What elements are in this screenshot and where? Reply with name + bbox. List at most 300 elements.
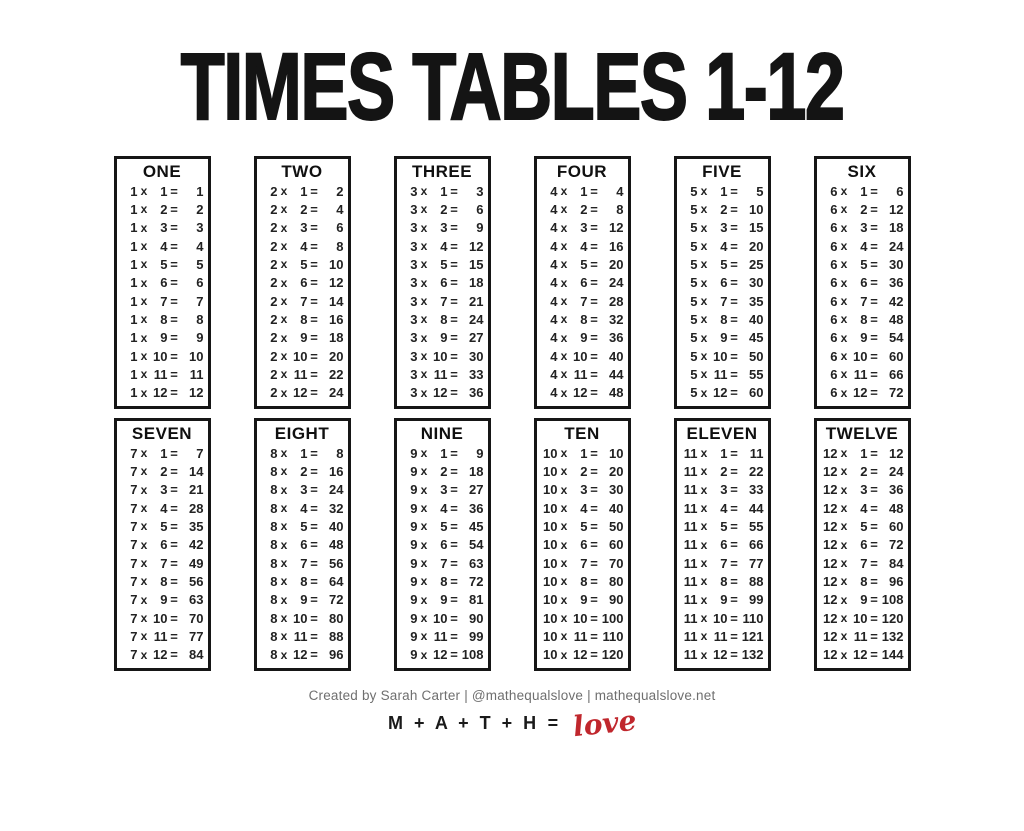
multiplier: 5 — [160, 256, 168, 272]
equals-sign: = — [870, 482, 878, 498]
table-row — [260, 237, 345, 255]
product: 36 — [609, 330, 624, 346]
multiplicand: 3 — [410, 220, 418, 236]
product: 72 — [889, 537, 904, 553]
equals-sign: = — [310, 628, 318, 644]
multiplicand: 4 — [550, 293, 558, 309]
table-row — [400, 444, 485, 462]
equals-sign: = — [730, 555, 738, 571]
product: 96 — [329, 647, 344, 663]
table-row — [260, 310, 345, 328]
times-sign: x — [420, 257, 428, 272]
table-row — [400, 517, 485, 535]
times-sign: x — [840, 519, 848, 534]
multiplier: 6 — [300, 537, 308, 553]
multiplicand: 3 — [410, 366, 418, 382]
multiplicand: 4 — [550, 183, 558, 199]
product: 25 — [749, 256, 764, 272]
multiplicand: 2 — [270, 201, 278, 217]
multiplicand: 5 — [690, 366, 698, 382]
multiplicand: 8 — [270, 647, 278, 663]
table-row — [400, 627, 485, 645]
product: 30 — [749, 275, 764, 291]
table-row — [680, 292, 765, 310]
equals-sign: = — [590, 330, 598, 346]
table-row — [680, 499, 765, 517]
product: 12 — [889, 445, 904, 461]
multiplier: 11 — [713, 366, 728, 382]
equals-sign: = — [730, 220, 738, 236]
product: 27 — [469, 330, 484, 346]
table-row — [260, 292, 345, 310]
times-sign: x — [280, 574, 288, 589]
times-sign: x — [140, 349, 148, 364]
table-row — [120, 591, 205, 609]
table-row — [540, 554, 625, 572]
times-sign: x — [280, 275, 288, 290]
equals-sign: = — [730, 628, 738, 644]
equals-sign: = — [590, 573, 598, 589]
product: 40 — [609, 500, 624, 516]
times-sign: x — [420, 294, 428, 309]
equals-sign: = — [590, 500, 598, 516]
times-sign: x — [420, 574, 428, 589]
times-sign: x — [560, 330, 568, 345]
multiplier: 9 — [300, 330, 308, 346]
equals-sign: = — [590, 537, 598, 553]
equals-sign: = — [870, 592, 878, 608]
multiplicand: 11 — [683, 628, 698, 644]
tables-grid — [114, 156, 911, 671]
times-sign: x — [280, 385, 288, 400]
product: 20 — [749, 238, 764, 254]
product: 36 — [469, 385, 484, 401]
multiplicand: 7 — [130, 555, 138, 571]
table-row — [540, 237, 625, 255]
multiplicand: 1 — [130, 385, 138, 401]
multiplier: 10 — [573, 348, 588, 364]
multiplier: 12 — [573, 385, 588, 401]
equals-sign: = — [870, 348, 878, 364]
product: 42 — [889, 293, 904, 309]
multiplier: 7 — [440, 293, 448, 309]
multiplier: 2 — [720, 201, 728, 217]
table-row — [540, 310, 625, 328]
multiplicand: 4 — [550, 348, 558, 364]
table-card-three — [394, 156, 491, 409]
table-title: ONE — [142, 162, 182, 181]
times-sign: x — [140, 385, 148, 400]
times-sign: x — [420, 330, 428, 345]
product: 2 — [336, 183, 344, 199]
equals-sign: = — [450, 445, 458, 461]
equals-sign: = — [310, 275, 318, 291]
times-sign: x — [140, 330, 148, 345]
table-row — [120, 329, 205, 347]
times-sign: x — [280, 592, 288, 607]
equals-sign: = — [730, 445, 738, 461]
multiplier: 8 — [580, 311, 588, 327]
table-row — [120, 609, 205, 627]
table-row — [400, 554, 485, 572]
table-row — [680, 237, 765, 255]
times-sign: x — [420, 239, 428, 254]
times-sign: x — [700, 629, 708, 644]
multiplier: 5 — [300, 256, 308, 272]
multiplicand: 7 — [130, 628, 138, 644]
multiplier: 4 — [440, 238, 448, 254]
table-row — [260, 274, 345, 292]
multiplicand: 5 — [690, 238, 698, 254]
product: 80 — [329, 610, 344, 626]
multiplicand: 8 — [270, 482, 278, 498]
product: 35 — [189, 518, 204, 534]
times-sign: x — [700, 537, 708, 552]
table-row — [680, 462, 765, 480]
times-sign: x — [420, 367, 428, 382]
product: 100 — [601, 610, 624, 626]
logo-math-text: M + A + T + H — [387, 713, 540, 733]
table-row — [400, 274, 485, 292]
equals-sign: = — [170, 592, 178, 608]
times-sign: x — [840, 202, 848, 217]
multiplier: 10 — [153, 610, 168, 626]
multiplier: 7 — [160, 555, 168, 571]
multiplier: 10 — [573, 610, 588, 626]
equals-sign: = — [870, 463, 878, 479]
table-row — [120, 237, 205, 255]
product: 11 — [189, 366, 204, 382]
multiplier: 1 — [860, 445, 868, 461]
times-sign: x — [140, 537, 148, 552]
table-row — [260, 572, 345, 590]
product: 72 — [889, 385, 904, 401]
product: 1 — [196, 183, 204, 199]
table-row — [400, 329, 485, 347]
times-sign: x — [560, 294, 568, 309]
product: 64 — [329, 573, 344, 589]
equals-sign: = — [450, 647, 458, 663]
equals-sign: = — [310, 330, 318, 346]
product: 15 — [469, 256, 484, 272]
multiplier: 4 — [860, 238, 868, 254]
product: 48 — [889, 500, 904, 516]
multiplicand: 11 — [683, 463, 698, 479]
title-area — [0, 34, 1024, 140]
multiplicand: 10 — [543, 555, 558, 571]
multiplier: 10 — [433, 610, 448, 626]
multiplier: 8 — [720, 573, 728, 589]
times-sign: x — [700, 202, 708, 217]
multiplier: 11 — [573, 366, 588, 382]
times-sign: x — [280, 537, 288, 552]
multiplier: 12 — [713, 647, 728, 663]
multiplicand: 5 — [690, 275, 698, 291]
product: 54 — [889, 330, 904, 346]
multiplier: 8 — [300, 573, 308, 589]
table-card-two — [254, 156, 351, 409]
multiplier: 3 — [860, 220, 868, 236]
multiplicand: 8 — [270, 500, 278, 516]
multiplier: 11 — [153, 628, 168, 644]
equals-sign: = — [450, 592, 458, 608]
multiplier: 2 — [160, 201, 168, 217]
product: 144 — [881, 647, 904, 663]
product: 99 — [469, 628, 484, 644]
multiplicand: 9 — [410, 647, 418, 663]
multiplier: 3 — [720, 482, 728, 498]
product: 110 — [602, 628, 624, 644]
multiplier: 12 — [293, 647, 308, 663]
multiplicand: 4 — [550, 256, 558, 272]
multiplicand: 1 — [130, 330, 138, 346]
multiplier: 10 — [853, 610, 868, 626]
table-row — [120, 255, 205, 273]
multiplicand: 10 — [543, 445, 558, 461]
table-row — [680, 609, 765, 627]
table-card-seven — [114, 418, 211, 671]
equals-sign: = — [730, 518, 738, 534]
product: 10 — [609, 445, 624, 461]
multiplier: 5 — [860, 256, 868, 272]
table-row — [820, 481, 905, 499]
multiplicand: 9 — [410, 610, 418, 626]
times-sign: x — [420, 275, 428, 290]
multiplier: 11 — [713, 628, 728, 644]
table-row — [260, 219, 345, 237]
multiplier: 4 — [300, 238, 308, 254]
multiplier: 2 — [580, 201, 588, 217]
equals-sign: = — [450, 330, 458, 346]
multiplicand: 2 — [270, 385, 278, 401]
times-sign: x — [560, 501, 568, 516]
multiplicand: 4 — [550, 385, 558, 401]
equals-sign: = — [170, 256, 178, 272]
multiplicand: 2 — [270, 183, 278, 199]
multiplicand: 10 — [543, 592, 558, 608]
table-row — [400, 481, 485, 499]
equals-sign: = — [170, 385, 178, 401]
multiplicand: 7 — [130, 482, 138, 498]
multiplicand: 9 — [410, 518, 418, 534]
product: 10 — [749, 201, 764, 217]
table-row — [680, 255, 765, 273]
multiplicand: 6 — [830, 385, 838, 401]
multiplicand: 11 — [683, 573, 698, 589]
multiplier: 1 — [160, 445, 168, 461]
times-sign: x — [140, 367, 148, 382]
table-row — [540, 255, 625, 273]
times-sign: x — [140, 519, 148, 534]
times-sign: x — [140, 647, 148, 662]
product: 40 — [329, 518, 344, 534]
multiplier: 2 — [160, 463, 168, 479]
times-sign: x — [840, 275, 848, 290]
multiplicand: 2 — [270, 348, 278, 364]
times-sign: x — [140, 220, 148, 235]
table-card-twelve — [814, 418, 911, 671]
equals-sign: = — [730, 610, 738, 626]
product: 11 — [749, 445, 764, 461]
equals-sign: = — [590, 256, 598, 272]
multiplier: 12 — [853, 385, 868, 401]
multiplier: 4 — [440, 500, 448, 516]
multiplicand: 9 — [410, 573, 418, 589]
equals-sign: = — [730, 256, 738, 272]
times-sign: x — [280, 446, 288, 461]
multiplier: 5 — [440, 518, 448, 534]
table-row — [400, 310, 485, 328]
table-row — [820, 554, 905, 572]
times-sign: x — [840, 592, 848, 607]
times-sign: x — [420, 202, 428, 217]
table-row — [120, 444, 205, 462]
times-sign: x — [840, 629, 848, 644]
table-card-eight — [254, 418, 351, 671]
multiplicand: 2 — [270, 220, 278, 236]
product: 8 — [196, 311, 204, 327]
times-sign: x — [140, 257, 148, 272]
times-sign: x — [420, 349, 428, 364]
table-row — [820, 365, 905, 383]
times-sign: x — [420, 501, 428, 516]
equals-sign: = — [450, 555, 458, 571]
times-sign: x — [420, 611, 428, 626]
table-row — [820, 182, 905, 200]
times-sign: x — [420, 184, 428, 199]
product: 72 — [329, 592, 344, 608]
multiplicand: 5 — [690, 220, 698, 236]
table-row — [260, 591, 345, 609]
product: 44 — [609, 366, 624, 382]
times-sign: x — [420, 464, 428, 479]
times-sign: x — [560, 519, 568, 534]
multiplicand: 2 — [270, 293, 278, 309]
table-row — [540, 536, 625, 554]
table-row — [540, 646, 625, 664]
table-row — [820, 274, 905, 292]
multiplier: 7 — [720, 293, 728, 309]
multiplicand: 6 — [830, 256, 838, 272]
equals-sign: = — [730, 275, 738, 291]
times-sign: x — [140, 312, 148, 327]
times-sign: x — [280, 464, 288, 479]
product: 36 — [469, 500, 484, 516]
equals-sign: = — [590, 183, 598, 199]
multiplicand: 7 — [130, 518, 138, 534]
product: 12 — [889, 201, 904, 217]
equals-sign: = — [450, 500, 458, 516]
times-sign: x — [560, 629, 568, 644]
equals-sign: = — [310, 445, 318, 461]
times-sign: x — [140, 556, 148, 571]
product: 48 — [889, 311, 904, 327]
times-sign: x — [840, 294, 848, 309]
times-sign: x — [280, 330, 288, 345]
multiplier: 4 — [860, 500, 868, 516]
equals-sign: = — [730, 366, 738, 382]
times-sign: x — [560, 239, 568, 254]
product: 56 — [189, 573, 204, 589]
logo-love-script: love — [571, 703, 638, 744]
table-row — [680, 572, 765, 590]
table-row — [120, 646, 205, 664]
multiplicand: 7 — [130, 537, 138, 553]
table-row — [540, 347, 625, 365]
equals-sign: = — [450, 311, 458, 327]
table-title: TWELVE — [825, 424, 899, 443]
table-row — [260, 444, 345, 462]
product: 18 — [469, 463, 484, 479]
times-sign: x — [840, 482, 848, 497]
multiplicand: 9 — [410, 537, 418, 553]
product: 21 — [469, 293, 484, 309]
multiplier: 6 — [300, 275, 308, 291]
multiplicand: 10 — [543, 610, 558, 626]
multiplier: 12 — [153, 385, 168, 401]
product: 90 — [469, 610, 484, 626]
equals-sign: = — [730, 482, 738, 498]
times-sign: x — [140, 501, 148, 516]
equals-sign: = — [310, 573, 318, 589]
product: 35 — [749, 293, 764, 309]
equals-sign: = — [730, 500, 738, 516]
product: 9 — [476, 220, 484, 236]
times-sign: x — [840, 556, 848, 571]
table-row — [120, 536, 205, 554]
equals-sign: = — [730, 463, 738, 479]
product: 33 — [469, 366, 484, 382]
product: 66 — [749, 537, 764, 553]
multiplicand: 11 — [683, 537, 698, 553]
equals-sign: = — [310, 183, 318, 199]
multiplicand: 11 — [683, 482, 698, 498]
times-sign: x — [280, 629, 288, 644]
equals-sign: = — [870, 610, 878, 626]
multiplicand: 11 — [683, 500, 698, 516]
multiplier: 4 — [160, 238, 168, 254]
multiplicand: 3 — [410, 201, 418, 217]
multiplier: 11 — [573, 628, 588, 644]
equals-sign: = — [170, 628, 178, 644]
multiplicand: 12 — [823, 500, 838, 516]
multiplicand: 1 — [130, 366, 138, 382]
equals-sign: = — [730, 537, 738, 553]
multiplier: 2 — [440, 463, 448, 479]
table-row — [820, 329, 905, 347]
times-sign: x — [700, 501, 708, 516]
times-sign: x — [840, 574, 848, 589]
equals-sign: = — [870, 275, 878, 291]
product: 40 — [749, 311, 764, 327]
multiplier: 9 — [860, 330, 868, 346]
table-row — [820, 310, 905, 328]
multiplier: 1 — [720, 445, 728, 461]
multiplicand: 3 — [410, 183, 418, 199]
multiplier: 1 — [720, 183, 728, 199]
times-sign: x — [840, 367, 848, 382]
multiplicand: 9 — [410, 463, 418, 479]
equals-sign: = — [590, 482, 598, 498]
multiplier: 5 — [580, 256, 588, 272]
multiplicand: 2 — [270, 311, 278, 327]
product: 6 — [476, 201, 484, 217]
multiplicand: 5 — [690, 348, 698, 364]
multiplier: 11 — [433, 628, 448, 644]
product: 70 — [609, 555, 624, 571]
equals-sign: = — [450, 518, 458, 534]
multiplier: 9 — [160, 592, 168, 608]
